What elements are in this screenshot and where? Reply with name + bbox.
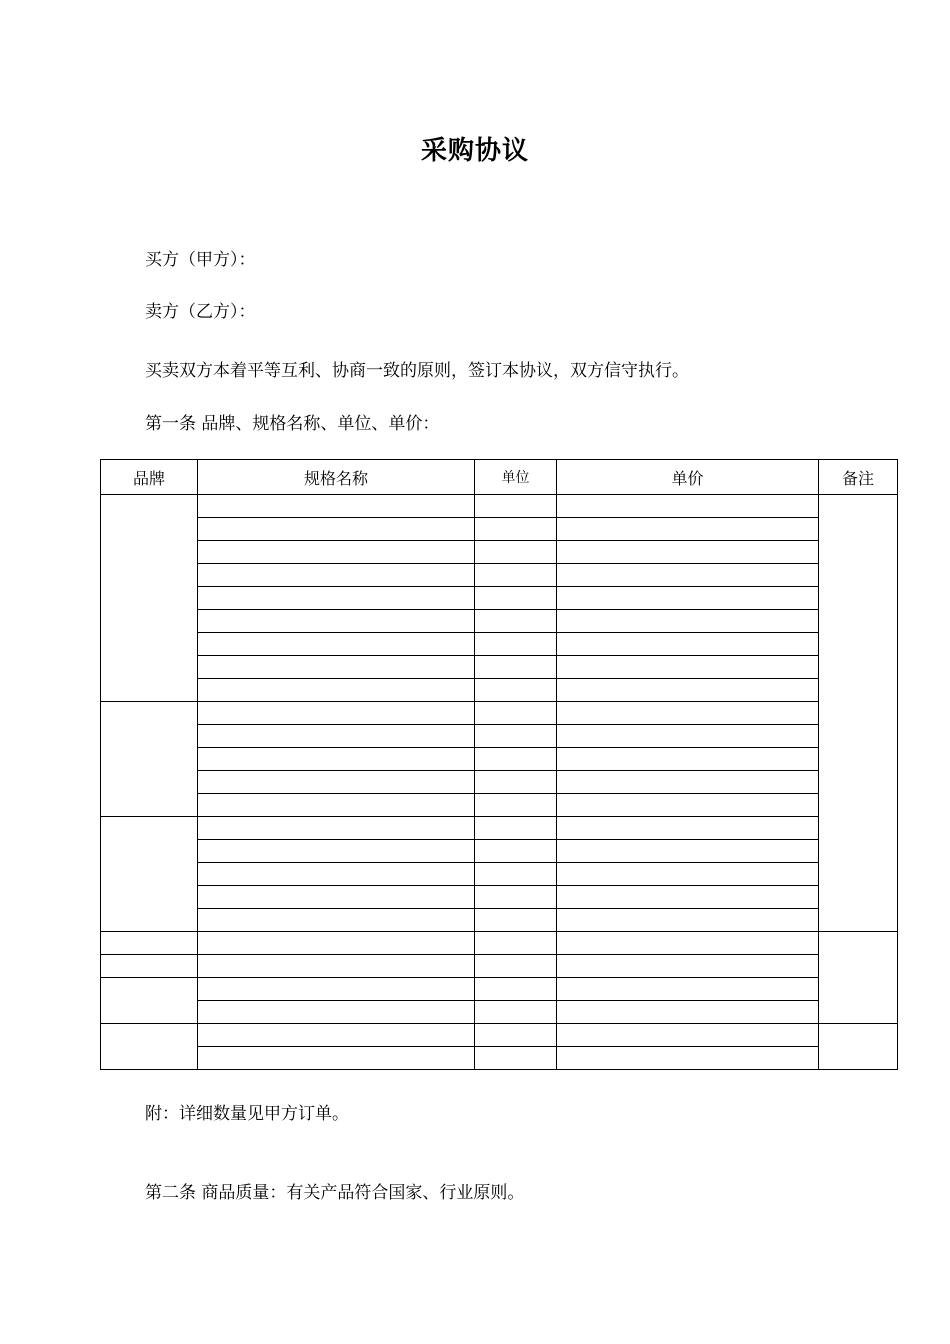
price-cell[interactable]	[557, 978, 819, 1001]
price-cell[interactable]	[557, 932, 819, 955]
unit-cell[interactable]	[475, 840, 557, 863]
table-row	[101, 1024, 898, 1047]
unit-cell[interactable]	[475, 817, 557, 840]
table-row	[101, 1001, 898, 1024]
spec-cell[interactable]	[198, 725, 475, 748]
spec-cell[interactable]	[198, 840, 475, 863]
spec-cell[interactable]	[198, 518, 475, 541]
table-row	[101, 564, 898, 587]
table-row	[101, 886, 898, 909]
price-table	[100, 459, 898, 1070]
table-row	[101, 909, 898, 932]
header-unit: 单位	[475, 460, 557, 495]
unit-cell[interactable]	[475, 1001, 557, 1024]
unit-cell[interactable]	[475, 1047, 557, 1070]
spec-cell[interactable]	[198, 1001, 475, 1024]
spec-cell[interactable]	[198, 610, 475, 633]
unit-cell[interactable]	[475, 794, 557, 817]
brand-cell[interactable]	[101, 978, 198, 1024]
spec-cell[interactable]	[198, 633, 475, 656]
table-row	[101, 771, 898, 794]
unit-cell[interactable]	[475, 587, 557, 610]
price-cell[interactable]	[557, 955, 819, 978]
unit-cell[interactable]	[475, 564, 557, 587]
price-cell[interactable]	[557, 587, 819, 610]
brand-cell[interactable]	[101, 955, 198, 978]
table-row	[101, 495, 898, 518]
header-remark: 备注	[819, 460, 898, 495]
table-row	[101, 725, 898, 748]
table-header-row	[101, 460, 898, 495]
price-cell[interactable]	[557, 817, 819, 840]
brand-cell[interactable]	[101, 702, 198, 817]
price-cell[interactable]	[557, 518, 819, 541]
spec-cell[interactable]	[198, 748, 475, 771]
spec-cell[interactable]	[198, 817, 475, 840]
table-row	[101, 1047, 898, 1070]
price-cell[interactable]	[557, 610, 819, 633]
price-cell[interactable]	[557, 1047, 819, 1070]
unit-cell[interactable]	[475, 633, 557, 656]
spec-cell[interactable]	[198, 564, 475, 587]
spec-cell[interactable]	[198, 587, 475, 610]
spec-cell[interactable]	[198, 1024, 475, 1047]
table-row	[101, 541, 898, 564]
spec-cell[interactable]	[198, 932, 475, 955]
brand-cell[interactable]	[101, 495, 198, 702]
brand-cell[interactable]	[101, 932, 198, 955]
unit-cell[interactable]	[475, 541, 557, 564]
table-row	[101, 794, 898, 817]
unit-cell[interactable]	[475, 518, 557, 541]
price-cell[interactable]	[557, 702, 819, 725]
price-cell[interactable]	[557, 840, 819, 863]
spec-cell[interactable]	[198, 909, 475, 932]
price-cell[interactable]	[557, 863, 819, 886]
price-cell[interactable]	[557, 771, 819, 794]
spec-cell[interactable]	[198, 955, 475, 978]
unit-cell[interactable]	[475, 978, 557, 1001]
remark-cell[interactable]	[819, 932, 898, 1024]
spec-cell[interactable]	[198, 886, 475, 909]
unit-cell[interactable]	[475, 932, 557, 955]
spec-cell[interactable]	[198, 541, 475, 564]
unit-cell[interactable]	[475, 725, 557, 748]
spec-cell[interactable]	[198, 679, 475, 702]
table-row	[101, 587, 898, 610]
unit-cell[interactable]	[475, 863, 557, 886]
header-spec: 规格名称	[198, 460, 475, 495]
price-cell[interactable]	[557, 909, 819, 932]
table-row	[101, 748, 898, 771]
spec-cell[interactable]	[198, 495, 475, 518]
spec-cell[interactable]	[198, 1047, 475, 1070]
price-cell[interactable]	[557, 564, 819, 587]
unit-cell[interactable]	[475, 1024, 557, 1047]
table-row	[101, 817, 898, 840]
unit-cell[interactable]	[475, 656, 557, 679]
spec-cell[interactable]	[198, 794, 475, 817]
attachment-note: 附：详细数量见甲方订单。	[145, 1104, 349, 1124]
table-row	[101, 610, 898, 633]
spec-cell[interactable]	[198, 656, 475, 679]
unit-cell[interactable]	[475, 909, 557, 932]
table-row	[101, 633, 898, 656]
unit-cell[interactable]	[475, 955, 557, 978]
spec-cell[interactable]	[198, 702, 475, 725]
brand-cell[interactable]	[101, 817, 198, 932]
spec-cell[interactable]	[198, 771, 475, 794]
document-title: 采购协议	[420, 136, 529, 166]
remark-cell[interactable]	[819, 495, 898, 932]
table-row	[101, 702, 898, 725]
table-row	[101, 863, 898, 886]
price-cell[interactable]	[557, 541, 819, 564]
unit-cell[interactable]	[475, 748, 557, 771]
unit-cell[interactable]	[475, 610, 557, 633]
unit-cell[interactable]	[475, 771, 557, 794]
remark-cell[interactable]	[819, 1024, 898, 1070]
intro-paragraph: 买卖双方本着平等互利、协商一致的原则，签订本协议，双方信守执行。	[145, 361, 689, 381]
table-row	[101, 518, 898, 541]
unit-cell[interactable]	[475, 886, 557, 909]
unit-cell[interactable]	[475, 702, 557, 725]
price-cell[interactable]	[557, 1024, 819, 1047]
table-row	[101, 840, 898, 863]
price-cell[interactable]	[557, 886, 819, 909]
price-cell[interactable]	[557, 1001, 819, 1024]
price-cell[interactable]	[557, 725, 819, 748]
article-2-paragraph: 第二条 商品质量：有关产品符合国家、行业原则。	[145, 1183, 525, 1203]
price-cell[interactable]	[557, 656, 819, 679]
price-cell[interactable]	[557, 495, 819, 518]
table-row	[101, 656, 898, 679]
price-cell[interactable]	[557, 748, 819, 771]
price-cell[interactable]	[557, 794, 819, 817]
buyer-line: 买方（甲方）：	[145, 250, 256, 270]
table-row	[101, 955, 898, 978]
unit-cell[interactable]	[475, 679, 557, 702]
brand-cell[interactable]	[101, 1024, 198, 1070]
spec-cell[interactable]	[198, 863, 475, 886]
price-cell[interactable]	[557, 633, 819, 656]
seller-line: 卖方（乙方）：	[145, 302, 256, 322]
header-brand: 品牌	[101, 460, 198, 495]
price-cell[interactable]	[557, 679, 819, 702]
table-row	[101, 978, 898, 1001]
spec-cell[interactable]	[198, 978, 475, 1001]
header-price: 单价	[557, 460, 819, 495]
article-1-heading: 第一条 品牌、规格名称、单位、单价：	[145, 414, 440, 434]
unit-cell[interactable]	[475, 495, 557, 518]
table-row	[101, 932, 898, 955]
table-row	[101, 679, 898, 702]
